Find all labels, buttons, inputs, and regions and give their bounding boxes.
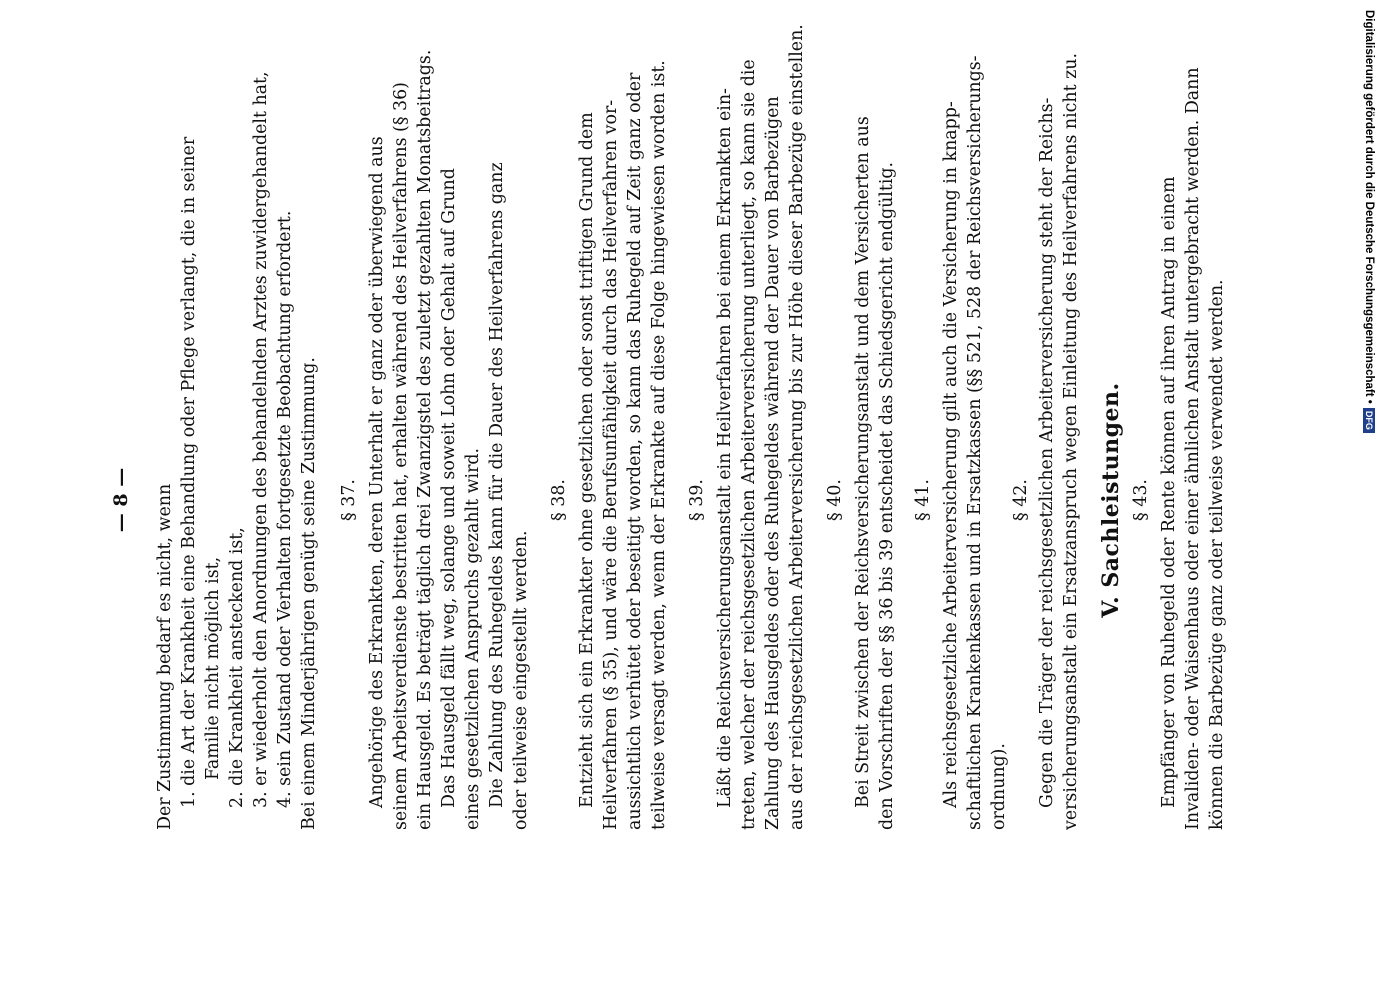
text-line: Gegen die Träger der reichsgesetzlichen Arbeiterversicherung steht der Reichs- <box>1037 97 1057 808</box>
text-line: Heilverfahren (§ 35), und wäre die Berufsunfähigkeit durch das Heilverfahren vor- <box>601 99 621 830</box>
text-line: den Vorschriften der §§ 36 bis 39 entscheidet das Schiedsgericht endgültig. <box>877 161 897 830</box>
text-line: Zahlung des Hausgeldes oder des Ruhegeldes während der Dauer von Barbezügen <box>763 96 783 830</box>
dfg-logo: DFG <box>1363 408 1375 433</box>
text-line: seinem Arbeitsverdienste bestritten hat, erhalten während des Heilverfahrens (§ 36) <box>391 82 411 830</box>
section-heading: § 40. <box>825 479 845 521</box>
text-line: Als reichsgesetzliche Arbeiterversicherung gilt auch die Versicherung in knapp- <box>941 101 961 808</box>
text-line: Läßt die Reichsversicherungsanstalt ein Heilverfahren bei einem Erkrankten ein- <box>715 88 735 808</box>
section-heading: § 37. <box>339 479 359 521</box>
funding-notice <box>1363 10 1375 433</box>
text-line: Familie nicht möglich ist, <box>203 556 223 780</box>
text-line: ein Hausgeld. Es beträgt täglich drei Zwanzigstel des zuletzt gezahlten Monatsbeitrags. <box>415 49 435 830</box>
text-line: 1. die Art der Krankheit eine Behandlung oder Pflege verlangt, die in seiner <box>179 136 199 808</box>
text-line: Entzieht sich ein Erkrankter ohne gesetzlichen oder sonst triftigen Grund dem <box>577 112 597 808</box>
page-number: — 8 — <box>110 467 132 533</box>
text-line: Das Hausgeld fällt weg, solange und soweit Lohn oder Gehalt auf Grund <box>439 168 459 808</box>
text-line: aussichtlich verhütet oder beseitigt worden, so kann das Ruhegeld auf Zeit ganz oder <box>625 72 645 830</box>
document-page <box>110 24 1227 830</box>
text-line: treten, welcher der reichsgesetzlichen Arbeiterversicherung unterliegt, so kann sie die <box>739 59 759 830</box>
text-line: 4. sein Zustand oder Verhalten fortgesetzte Beobachtung erfordert. <box>275 210 295 808</box>
section-heading: § 39. <box>687 479 707 521</box>
section-heading: § 42. <box>1011 479 1031 521</box>
text-line: eines gesetzlichen Anspruchs gezahlt wird. <box>463 447 483 830</box>
section-heading: § 38. <box>549 479 569 521</box>
text-line: Empfänger von Ruhegeld oder Rente können auf ihren Antrag in einem <box>1159 176 1179 808</box>
text-line: Der Zustimmung bedarf es nicht, wenn <box>155 483 175 830</box>
text-line: können die Barbezüge ganz oder teilweise verwendet werden. <box>1207 279 1227 830</box>
text-line: aus der reichsgesetzlichen Arbeiterversicherung bis zur Höhe dieser Barbezüge einstellen. <box>787 24 807 830</box>
text-line: Angehörige des Erkrankten, deren Unterhalt er ganz oder überwiegend aus <box>367 136 387 808</box>
text-line: Invaliden- oder Waisenhaus oder einer ähnlichen Anstalt untergebracht werden. Dann <box>1183 67 1203 830</box>
section-heading: § 41. <box>913 479 933 521</box>
text-line: teilweise versagt werden, wenn der Erkrankte auf diese Folge hingewiesen worden ist. <box>649 60 669 830</box>
text-line: 2. die Krankheit ansteckend ist, <box>227 527 247 808</box>
text-line: versicherungsanstalt ein Ersatzanspruch wegen Einleitung des Heilverfahrens nicht zu. <box>1061 53 1081 830</box>
text-line: Bei einem Minderjährigen genügt seine Zustimmung. <box>299 357 319 830</box>
text-line: Bei Streit zwischen der Reichsversicherungsanstalt und dem Versicherten aus <box>853 116 873 808</box>
text-line: ordnung). <box>989 743 1009 830</box>
section-heading: § 43. <box>1131 479 1151 521</box>
text-line: schaftlichen Krankenkassen und in Ersatzkassen (§§ 521, 528 der Reichsversicherungs- <box>965 55 985 830</box>
text-line: oder teilweise eingestellt werden. <box>511 530 531 830</box>
text-line: 3. er wiederholt den Anordnungen des behandelnden Arztes zuwidergehandelt hat, <box>251 71 271 808</box>
chapter-heading: V. Sachleistungen. <box>1098 382 1124 618</box>
funding-text: Digitalisierung gefördert durch die Deutsche Forschungsgemeinschaft • <box>1363 10 1375 404</box>
text-line: Die Zahlung des Ruhegeldes kann für die Dauer des Heilverfahrens ganz <box>487 162 507 808</box>
